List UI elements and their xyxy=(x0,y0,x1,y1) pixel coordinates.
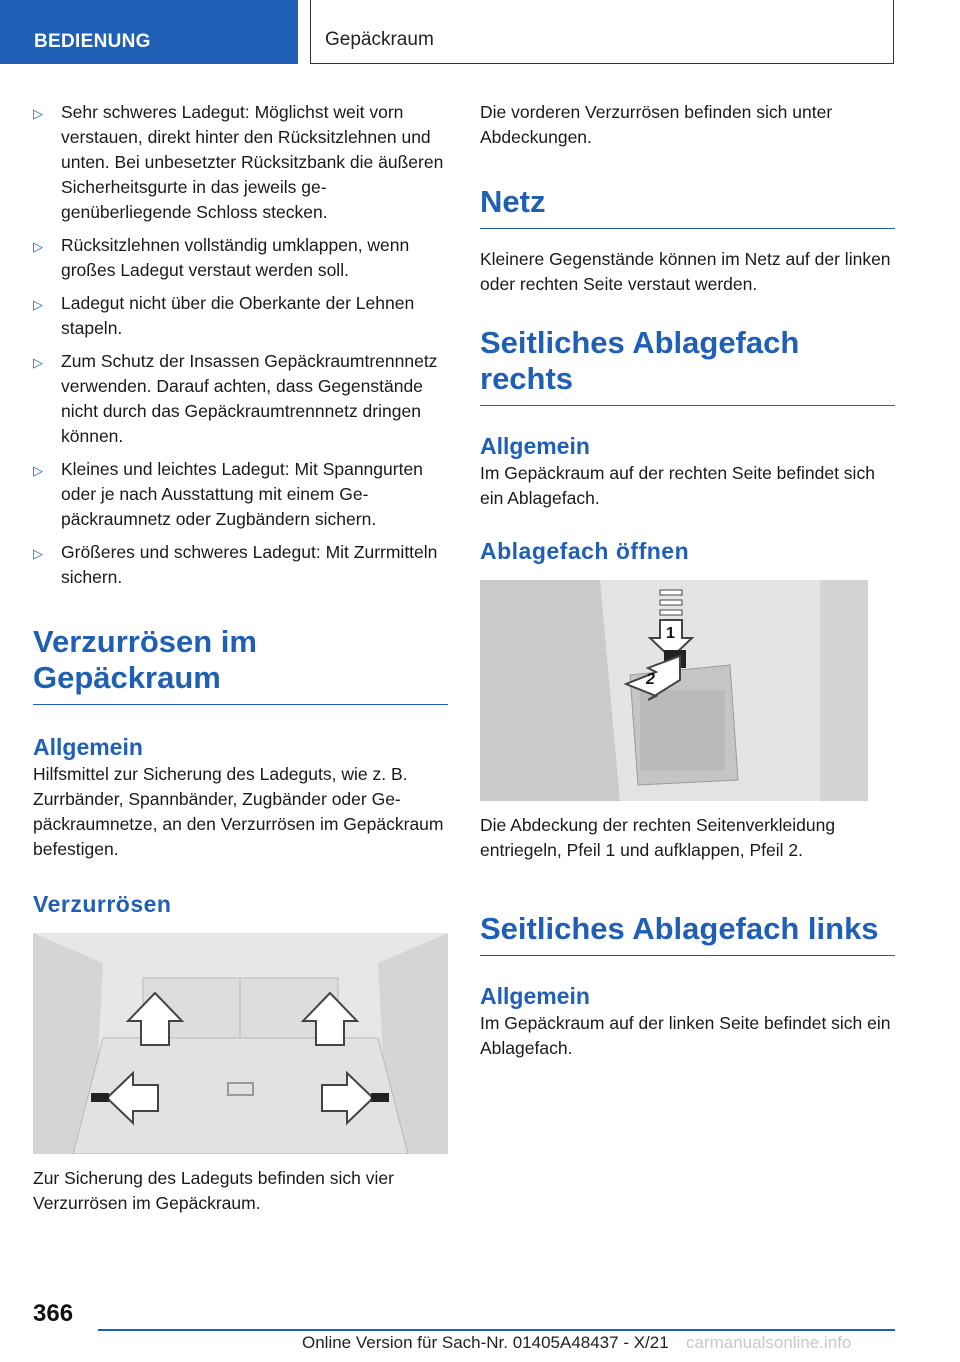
watermark-text: carmanualsonline.info xyxy=(686,1333,852,1352)
list-item: ▷ Rücksitzlehnen vollständig umklappen, wenn großes Ladegut verstaut werden soll. xyxy=(33,233,448,283)
ablagefach-rechts-text: Im Gepäckraum auf der rechten Seite befindet sich ein Ablagefach. xyxy=(480,463,875,508)
triangle-bullet-icon: ▷ xyxy=(33,355,43,370)
footer-divider xyxy=(98,1329,895,1331)
bullet-list xyxy=(33,100,448,590)
subheading-ablagefach-oeffnen: Ablagefach öffnen xyxy=(480,538,690,564)
side-compartment-figure xyxy=(480,580,868,801)
side-compartment-illustration xyxy=(480,580,868,801)
header-chapter-title: Gepäckraum xyxy=(310,0,894,64)
section-title-ablagefach-links: Seitliches Ablagefach links xyxy=(480,911,895,956)
triangle-bullet-icon: ▷ xyxy=(33,239,43,254)
list-item: ▷ Sehr schweres Ladegut: Möglichst weit vorn verstauen, direkt hinter den Rücksitzlehnen und unten. Bei unbesetzter Rücksitzbank die äußeren Sicherheitsgurte in das jeweils gegenüberliegende Schloss stecken. xyxy=(33,100,448,225)
triangle-bullet-icon: ▷ xyxy=(33,463,43,478)
list-item: ▷ Ladegut nicht über die Oberkante der Lehnen stapeln. xyxy=(33,291,448,341)
ablagefach-figure-caption: Die Abdeckung der rechten Seitenverkleidung entriegeln, Pfeil 1 und aufklappen, Pfeil 2. xyxy=(480,815,836,860)
arrow-label-1: 1 xyxy=(666,625,675,642)
netz-text: Kleinere Gegenstände können im Netz auf der linken oder rechten Seite verstaut werden. xyxy=(480,249,891,294)
online-version-note: Online Version für Sach-Nr. 01405A48437 - X/21 xyxy=(302,1333,669,1352)
triangle-bullet-icon: ▷ xyxy=(33,106,43,121)
list-item: ▷ Größeres und schweres Ladegut: Mit Zurrmitteln sichern. xyxy=(33,540,448,590)
subheading-verzurroesen: Verzurrösen xyxy=(33,891,172,917)
section-title-verzurroesen: Verzurrösen im Gepäckraum xyxy=(33,624,448,705)
list-item: ▷ Zum Schutz der Insassen Gepäckraumtrennnetz verwenden. Darauf achten, dass Gegenstände nicht durch das Gepäckraumtrennnetz dringen können. xyxy=(33,349,448,449)
cargo-area-illustration xyxy=(33,933,448,1154)
subheading-allgemein-links: Allgemein xyxy=(480,983,590,1009)
subheading-allgemein-rechts: Allgemein xyxy=(480,433,590,459)
header-section-label: BEDIENUNG xyxy=(0,0,298,64)
cargo-area-figure xyxy=(33,933,448,1154)
vordere-verzurroesen-text: Die vorderen Verzurrösen befinden sich unter Abdeckungen. xyxy=(480,102,833,147)
arrow-label-2: 2 xyxy=(646,671,655,688)
section-title-ablagefach-rechts: Seitliches Ablagefach rechts xyxy=(480,325,895,406)
triangle-bullet-icon: ▷ xyxy=(33,546,43,561)
section-title-netz: Netz xyxy=(480,184,895,229)
left-column xyxy=(33,100,448,1216)
triangle-bullet-icon: ▷ xyxy=(33,297,43,312)
page-number: 366 xyxy=(33,1300,74,1327)
allgemein-text: Hilfsmittel zur Sicherung des Ladeguts, wie z. B. Zurrbänder, Spannbänder, Zugbänder oder Gepäckraumnetze, an den Verzurrösen im Gepäckraum befestigen. xyxy=(33,764,444,859)
subheading-allgemein: Allgemein xyxy=(33,734,143,760)
right-column xyxy=(480,100,895,1061)
ablagefach-links-text: Im Gepäckraum auf der linken Seite befindet sich ein Ablagefach. xyxy=(480,1013,891,1058)
list-item: ▷ Kleines und leichtes Ladegut: Mit Spanngurten oder je nach Ausstattung mit einem Gepäckraumnetz oder Zugbändern sichern. xyxy=(33,457,448,532)
verzurroesen-figure-caption: Zur Sicherung des Ladeguts befinden sich vier Verzurrösen im Gepäckraum. xyxy=(33,1168,394,1213)
